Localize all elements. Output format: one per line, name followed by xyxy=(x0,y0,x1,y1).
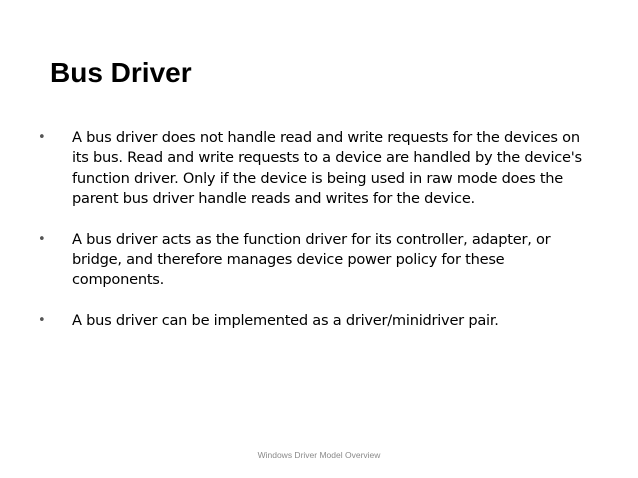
bullet-text: A bus driver can be implemented as a driver/minidriver pair. xyxy=(72,311,499,329)
slide-title: Bus Driver xyxy=(50,57,192,88)
bullet-list xyxy=(38,128,598,351)
bullet-item xyxy=(38,128,598,210)
bullet-text: A bus driver acts as the function driver for its controller, adapter, or bridge, and therefore manages device power policy for these components. xyxy=(72,230,551,289)
bullet-text: A bus driver does not handle read and write requests for the devices on its bus. Read and write requests to a device are handled by the device's function driver. Only if the device is being used in raw mode does the parent bus driver handle reads and writes for the device. xyxy=(72,129,582,208)
slide-footer: Windows Driver Model Overview xyxy=(257,450,381,460)
bullet-dot-icon: • xyxy=(38,312,46,328)
bullet-dot-icon: • xyxy=(38,130,46,145)
bullet-item xyxy=(38,230,598,291)
bullet-item xyxy=(38,311,598,331)
bullet-dot-icon: • xyxy=(38,231,46,247)
